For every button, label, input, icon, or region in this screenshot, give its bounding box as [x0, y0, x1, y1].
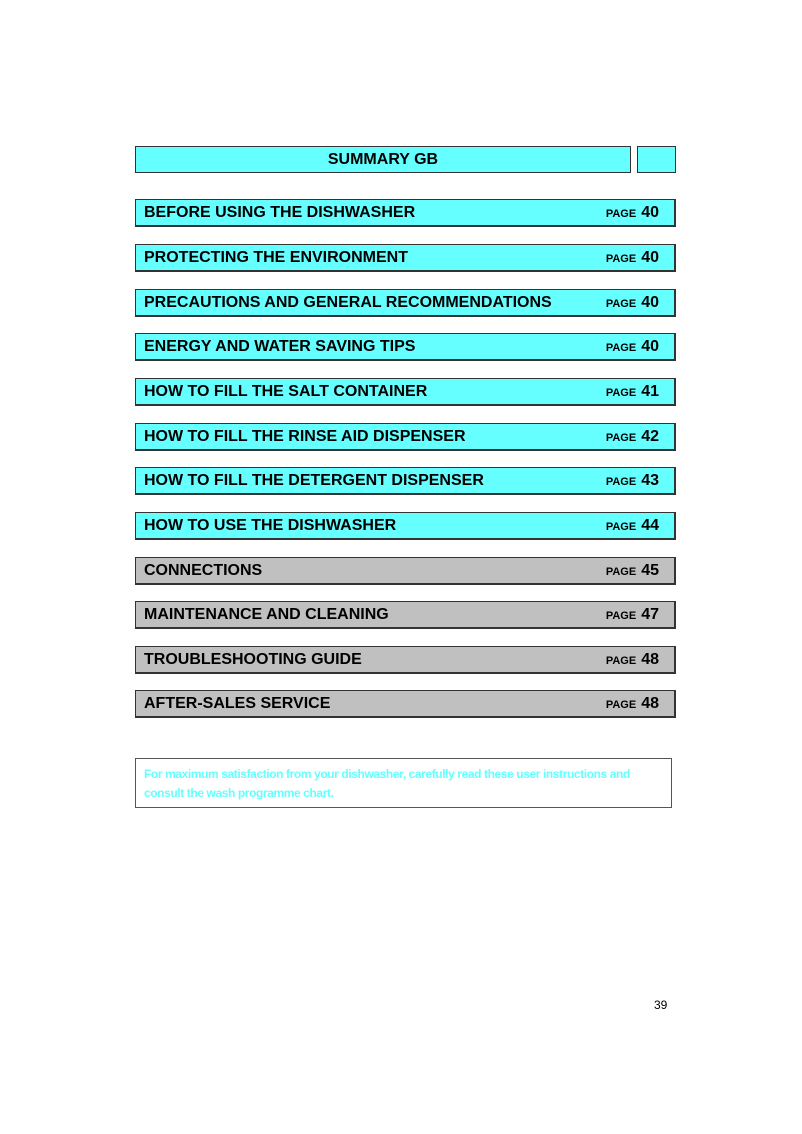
- toc-label: HOW TO FILL THE DETERGENT DISPENSER: [144, 471, 484, 489]
- toc-page-number: 40: [641, 293, 659, 311]
- toc-label: HOW TO FILL THE SALT CONTAINER: [144, 382, 428, 400]
- summary-title-side-box: [637, 146, 676, 173]
- toc-label: BEFORE USING THE DISHWASHER: [144, 203, 416, 221]
- toc-page-word: PAGE: [605, 520, 637, 533]
- toc-page-number: 48: [641, 694, 659, 712]
- toc-page-word: PAGE: [605, 431, 637, 444]
- toc-page-number: 47: [641, 605, 659, 623]
- toc-page-ref: [606, 204, 659, 222]
- toc-page-number: 41: [641, 382, 659, 400]
- toc-label: HOW TO FILL THE RINSE AID DISPENSER: [144, 427, 466, 445]
- toc-page-word: PAGE: [605, 252, 637, 265]
- instruction-note-box: [135, 758, 672, 808]
- toc-page-number: 45: [641, 561, 659, 579]
- toc-page-ref: [606, 249, 659, 267]
- toc-row-connections[interactable]: [135, 557, 676, 585]
- toc-page-number: 40: [641, 248, 659, 266]
- toc-label: TROUBLESHOOTING GUIDE: [144, 650, 362, 668]
- toc-page-word: PAGE: [605, 609, 637, 622]
- toc-page-ref: [606, 338, 659, 356]
- instruction-note-text: For maximum satisfaction from your dishwasher, carefully read these user instructions and consult the wash programme chart.: [144, 767, 630, 800]
- toc-row-maintenance-cleaning[interactable]: [135, 601, 676, 629]
- toc-row-troubleshooting[interactable]: [135, 646, 676, 674]
- toc-page-ref: [606, 472, 659, 490]
- toc-page-ref: [606, 651, 659, 669]
- toc-row-use-dishwasher[interactable]: [135, 512, 676, 540]
- toc-page-ref: [606, 562, 659, 580]
- toc-page-number: 40: [641, 337, 659, 355]
- toc-row-rinse-aid[interactable]: [135, 423, 676, 451]
- toc-row-before-using[interactable]: [135, 199, 676, 227]
- toc-row-detergent-dispenser[interactable]: [135, 467, 676, 495]
- toc-page-ref: [606, 294, 659, 312]
- toc-page-word: PAGE: [605, 565, 637, 578]
- toc-row-precautions[interactable]: [135, 289, 676, 317]
- toc-page-word: PAGE: [605, 386, 637, 399]
- toc-label: CONNECTIONS: [144, 561, 263, 579]
- page-number: 39: [654, 998, 668, 1012]
- toc-page-word: PAGE: [605, 475, 637, 488]
- toc-page-word: PAGE: [605, 698, 637, 711]
- toc-label: PRECAUTIONS AND GENERAL RECOMMENDATIONS: [144, 293, 552, 311]
- toc-page-word: PAGE: [605, 297, 637, 310]
- toc-label: AFTER-SALES SERVICE: [144, 694, 331, 712]
- summary-title-box: [135, 146, 631, 173]
- toc-page-word: PAGE: [605, 654, 637, 667]
- toc-row-salt-container[interactable]: [135, 378, 676, 406]
- toc-page-number: 43: [641, 471, 659, 489]
- toc-label: MAINTENANCE AND CLEANING: [144, 605, 389, 623]
- toc-label: ENERGY AND WATER SAVING TIPS: [144, 337, 416, 355]
- toc-row-after-sales-service[interactable]: [135, 690, 676, 718]
- toc-page-word: PAGE: [605, 341, 637, 354]
- toc-page-number: 48: [641, 650, 659, 668]
- toc-page-word: PAGE: [605, 207, 637, 220]
- summary-title: SUMMARY GB: [327, 150, 439, 168]
- toc-page-number: 44: [641, 516, 659, 534]
- toc-page-ref: [606, 606, 659, 624]
- toc-page-number: 42: [641, 427, 659, 445]
- toc-label: HOW TO USE THE DISHWASHER: [144, 516, 397, 534]
- toc-page-ref: [606, 428, 659, 446]
- toc-row-energy-water-tips[interactable]: [135, 333, 676, 361]
- toc-row-protecting-environment[interactable]: [135, 244, 676, 272]
- toc-page-ref: [606, 695, 659, 713]
- toc-page-ref: [606, 383, 659, 401]
- toc-page-ref: [606, 517, 659, 535]
- toc-page-number: 40: [641, 203, 659, 221]
- toc-label: PROTECTING THE ENVIRONMENT: [144, 248, 409, 266]
